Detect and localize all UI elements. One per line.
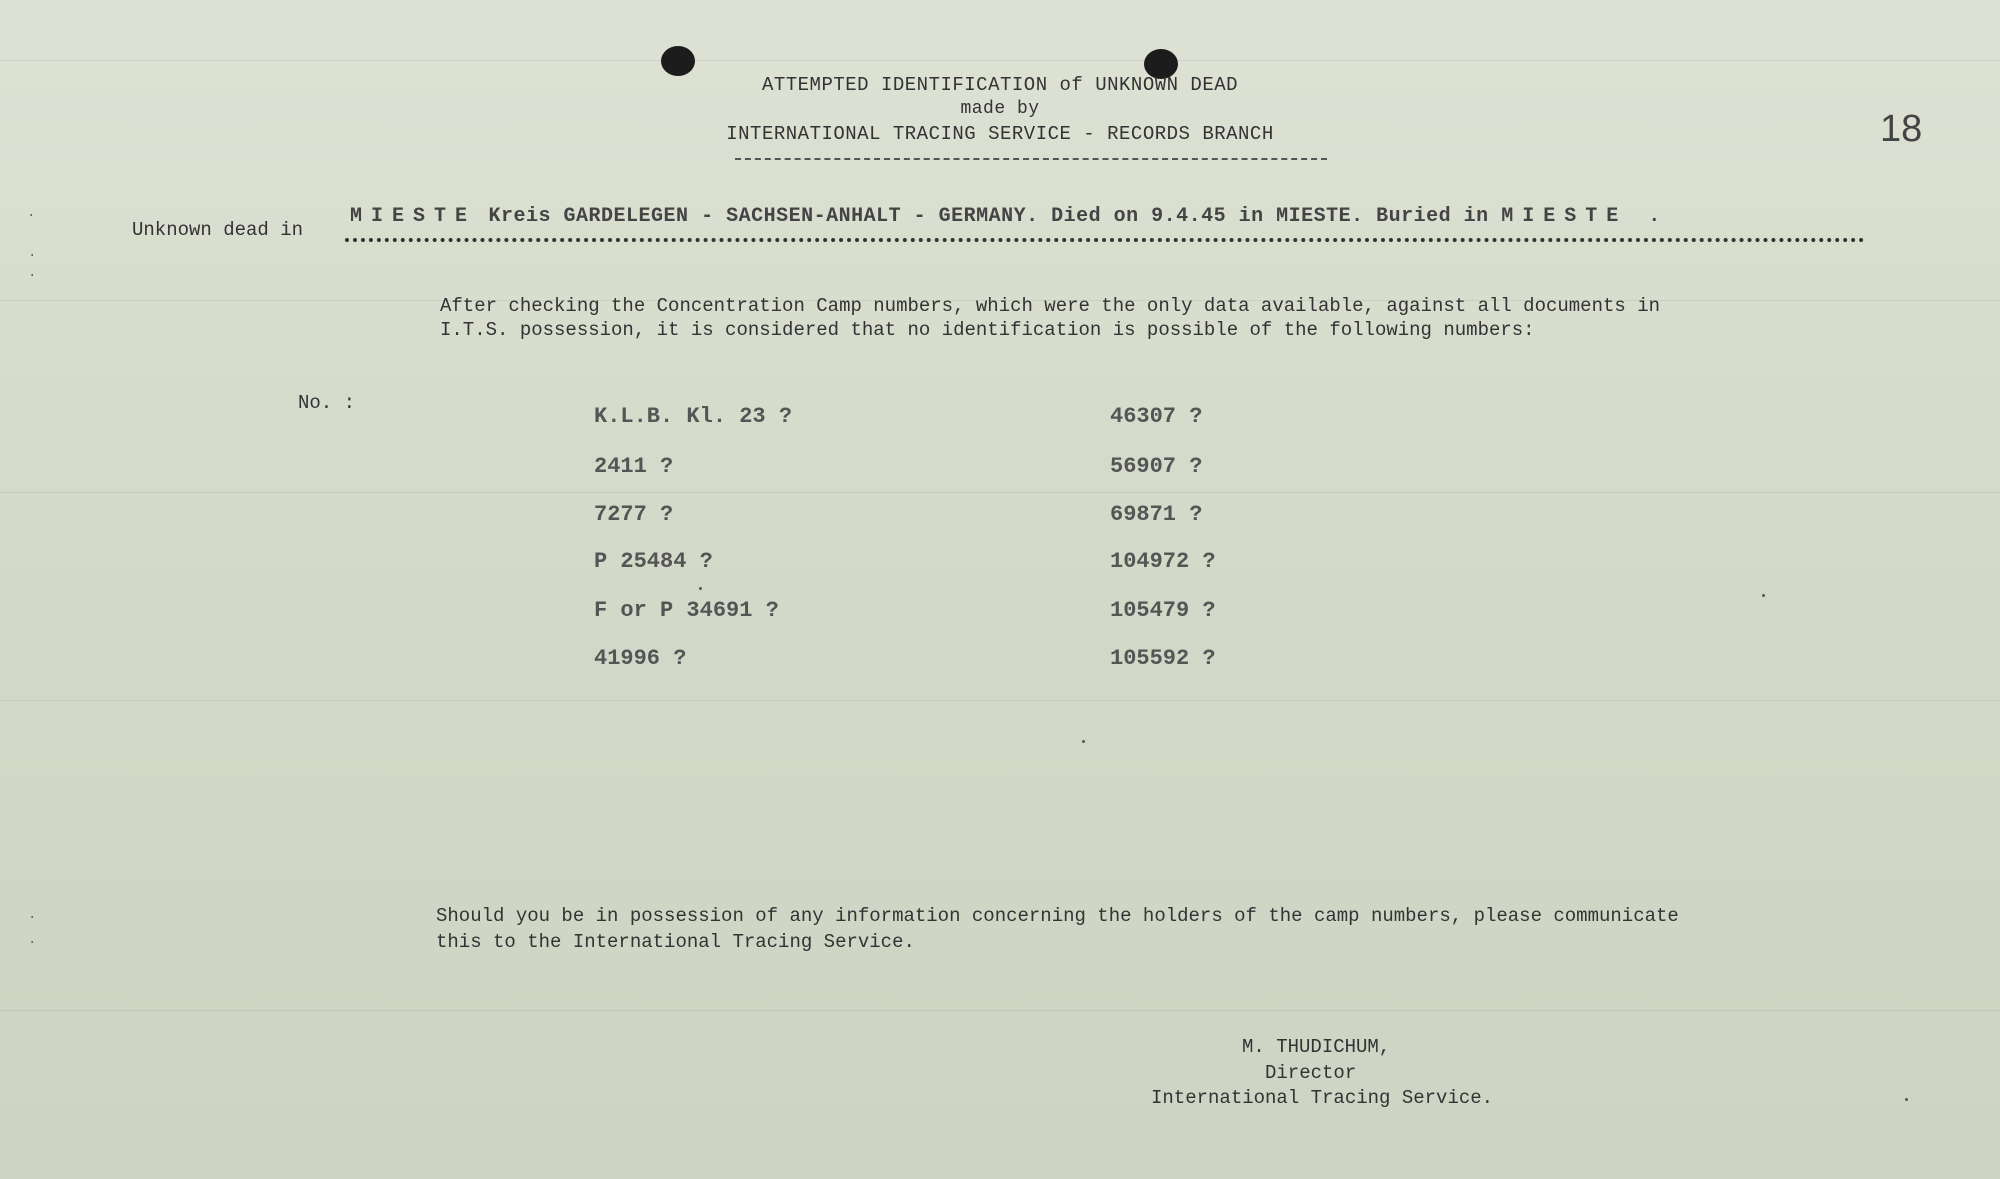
document-title: ATTEMPTED IDENTIFICATION of UNKNOWN DEAD <box>761 74 1239 96</box>
paper-ruling <box>0 492 2000 493</box>
signatory-name: M. THUDICHUM, <box>1242 1036 1391 1058</box>
paper-speck <box>1762 594 1765 597</box>
closing-paragraph: Should you be in possession of any information concerning the holders of the camp numbers, please communicate this to the International Tracing Service. <box>436 905 1679 953</box>
camp-number-right: 105592 ? <box>1110 646 1216 671</box>
signatory-organization: International Tracing Service. <box>1151 1087 1494 1109</box>
signatory-title: Director <box>1265 1062 1357 1084</box>
paper-speck <box>1082 740 1085 743</box>
camp-number-left: 2411 ? <box>594 454 674 479</box>
camp-number-left: P 25484 ? <box>594 549 713 574</box>
unknown-dead-label: Unknown dead in <box>132 219 304 241</box>
camp-number-left: 7277 ? <box>594 502 674 527</box>
camp-number-right: 104972 ? <box>1110 549 1216 574</box>
paper-ruling <box>0 60 2000 61</box>
header-underline <box>735 158 1327 160</box>
camp-number-right: 105479 ? <box>1110 598 1216 623</box>
dotted-leader <box>345 238 1865 242</box>
page-number: 18 <box>1880 108 1923 150</box>
margin-mark: · <box>28 910 37 926</box>
organization-header: INTERNATIONAL TRACING SERVICE - RECORDS BRANCH <box>726 123 1274 145</box>
paper-speck <box>699 587 702 590</box>
paper-ruling <box>0 1010 2000 1011</box>
place-of-death-line <box>350 205 1669 228</box>
body-paragraph: After checking the Concentration Camp numbers, which were the only data available, against all documents in I.T.S. possession, it is considered that no identification is possible of the following numbers: <box>440 295 1660 341</box>
death-details: Kreis GARDELEGEN - SACHSEN-ANHALT - GERMANY. Died on 9.4.45 in MIESTE. Buried in <box>488 205 1489 228</box>
margin-mark: · <box>27 208 36 224</box>
numbers-label: No. : <box>298 392 356 414</box>
camp-number-right: 69871 ? <box>1110 502 1203 527</box>
margin-mark: · <box>28 248 37 264</box>
camp-number-right: 46307 ? <box>1110 404 1203 429</box>
camp-number-left: 41996 ? <box>594 646 687 671</box>
margin-mark: · <box>28 935 37 951</box>
made-by-line: made by <box>960 99 1040 119</box>
punch-hole-left <box>661 46 695 76</box>
paper-speck <box>1905 1098 1908 1101</box>
margin-mark: · <box>28 268 37 284</box>
camp-number-left: F or P 34691 ? <box>594 598 779 623</box>
paper-ruling <box>0 700 2000 701</box>
camp-number-left: K.L.B. Kl. 23 ? <box>594 404 793 429</box>
burial-place: MIESTE . <box>1501 205 1670 228</box>
camp-number-right: 56907 ? <box>1110 454 1203 479</box>
place-name: MIESTE <box>350 205 477 228</box>
